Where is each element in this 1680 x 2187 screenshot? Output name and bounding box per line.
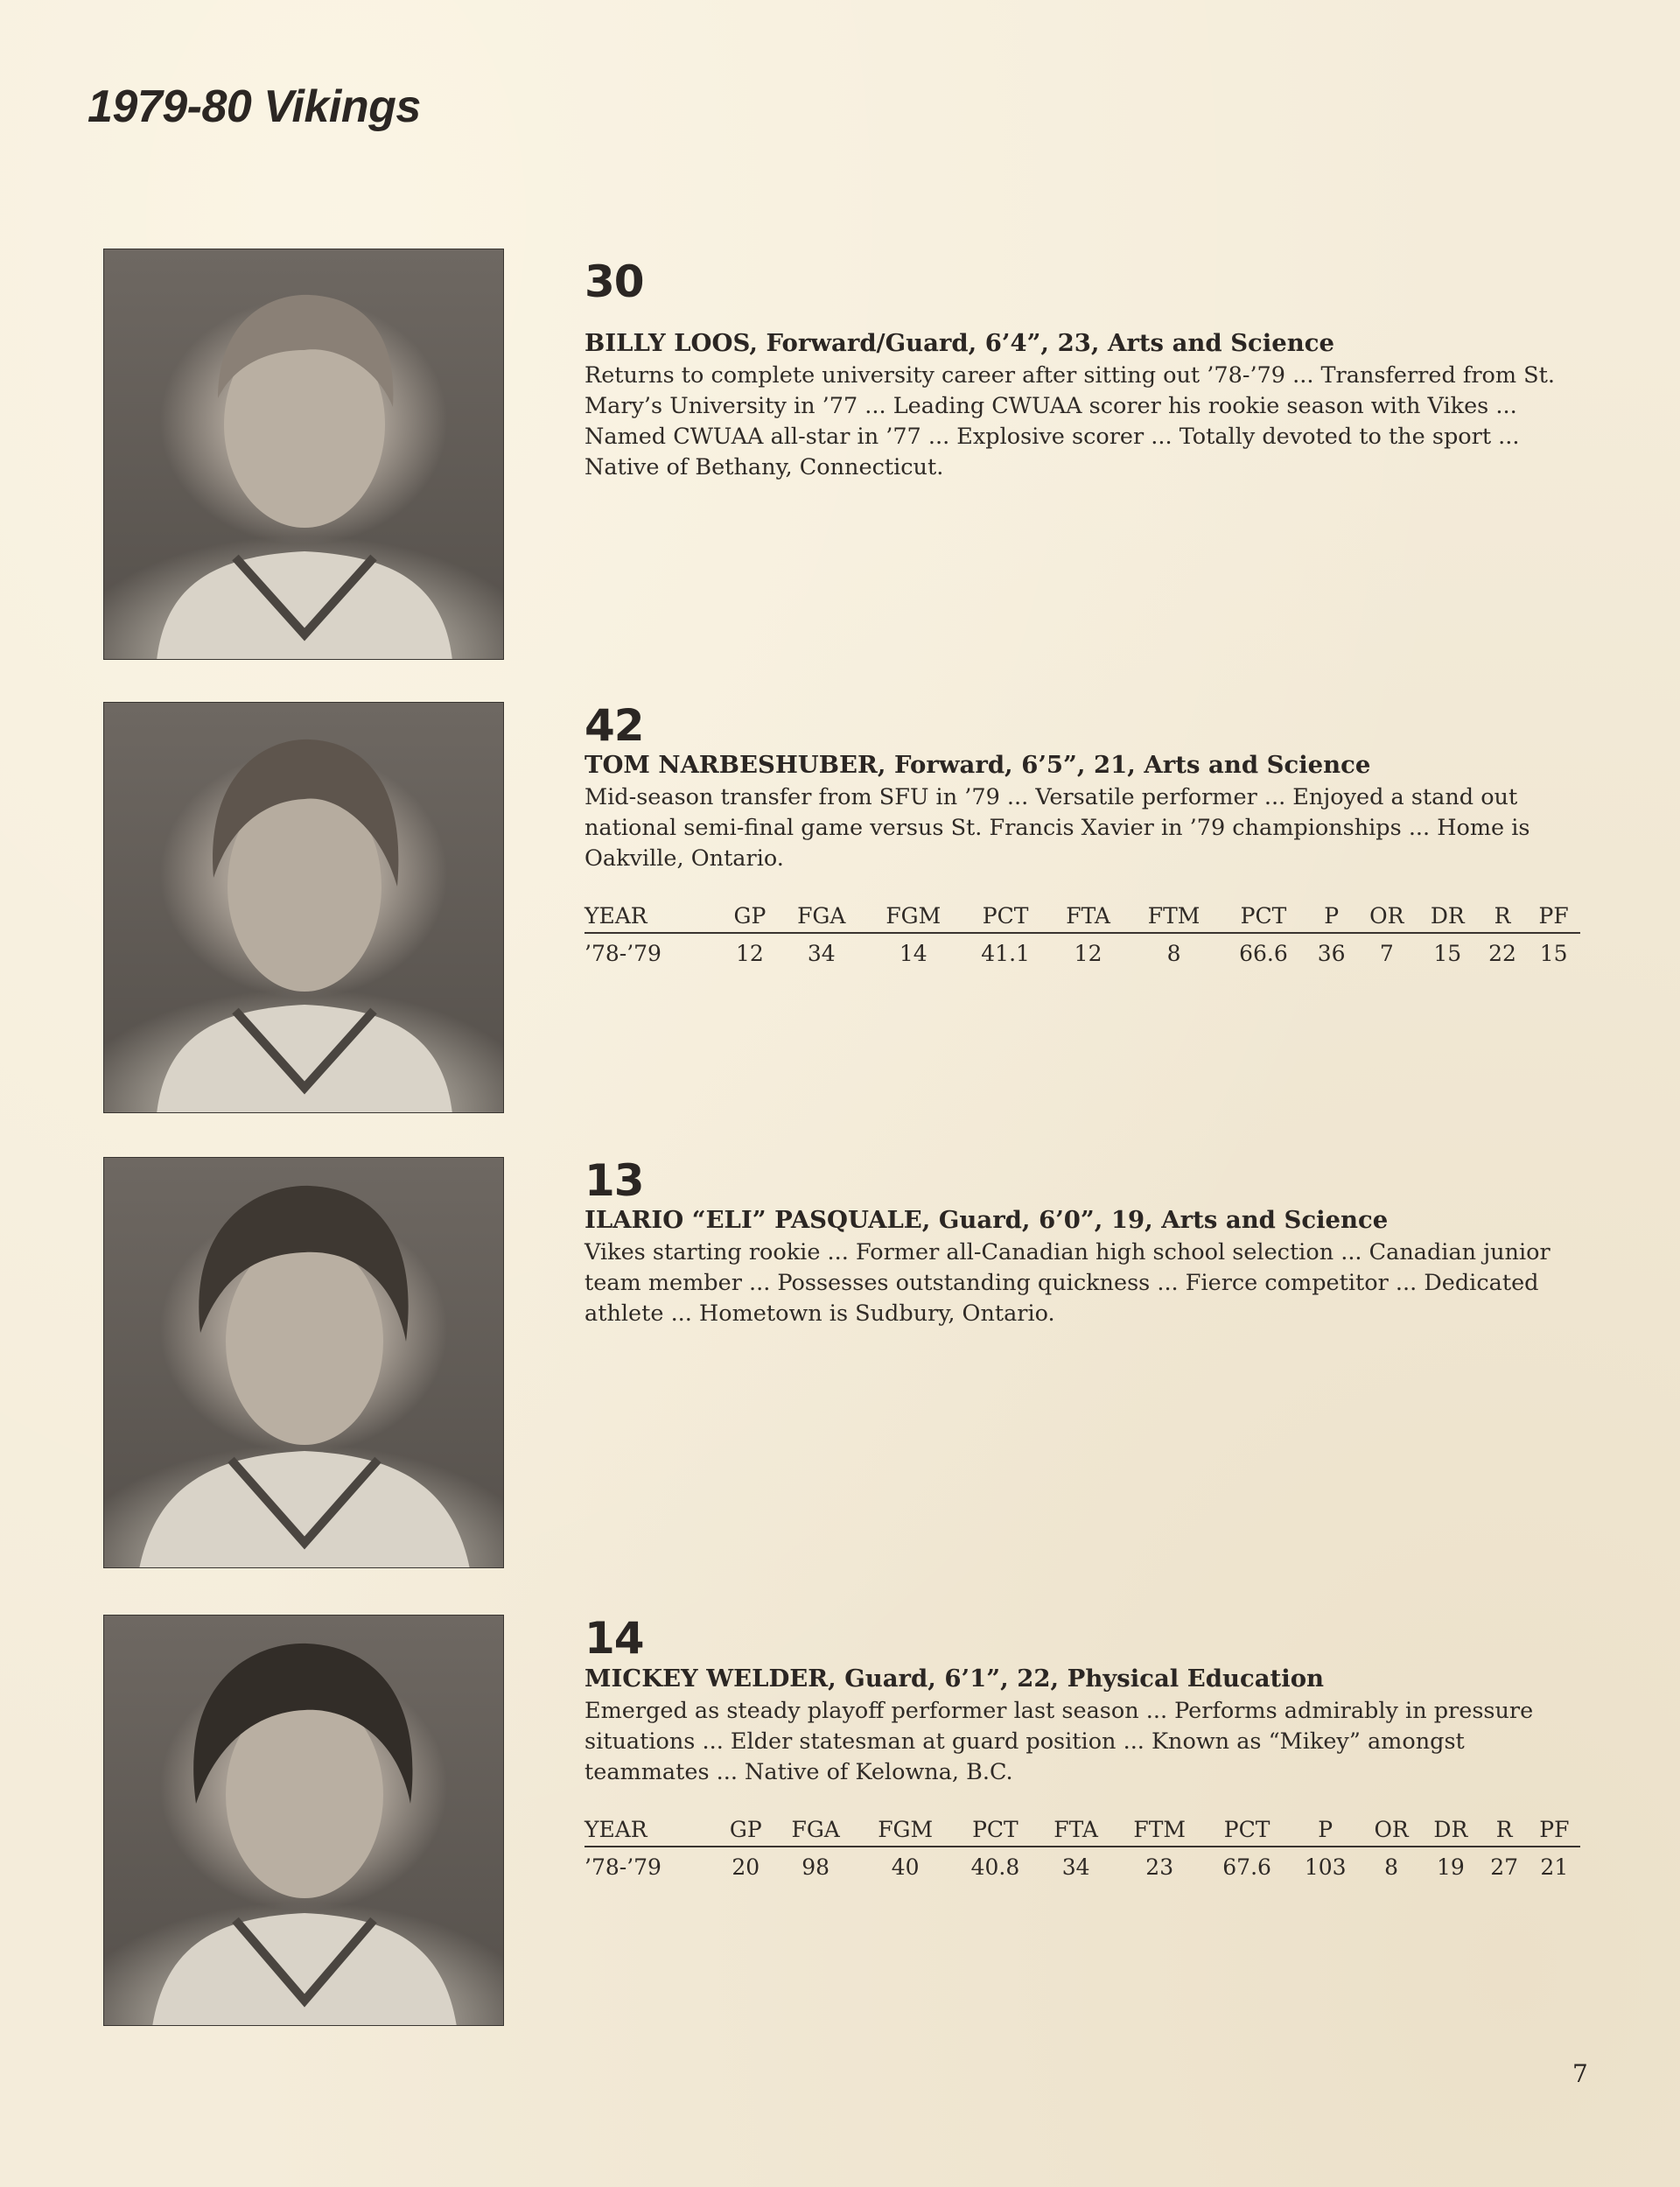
- jersey-number: 42: [584, 700, 644, 751]
- stats-header-fgm: FGM: [864, 903, 962, 933]
- stat-cell: 103: [1304, 1854, 1347, 1880]
- stat-cell: ’78-’79: [584, 1854, 662, 1880]
- player-bio: Vikes starting rookie ... Former all-Canadian high school selection ... Canadian junior team member ... Possesses outstanding quickness ... Fierce competitor ... Dedicated athlete ... Hometown is Sudbury, Ontario.: [584, 1239, 1550, 1327]
- stats-header-r: R: [1480, 1817, 1529, 1847]
- stat-cell: 15: [1433, 941, 1462, 966]
- stats-header-fta: FTA: [1038, 1817, 1115, 1847]
- stat-cell: 23: [1145, 1854, 1174, 1880]
- player-heading: ILARIO “ELI” PASQUALE, Guard, 6’0”, 19, Arts and Science: [584, 1206, 1389, 1234]
- player-heading: TOM NARBESHUBER, Forward, 6’5”, 21, Arts and Science: [584, 751, 1371, 779]
- stat-cell: 7: [1379, 941, 1394, 966]
- table-row: [584, 1847, 1580, 1880]
- player-portrait-graphic: [104, 249, 504, 660]
- stat-cell: 12: [1074, 941, 1102, 966]
- stats-header-dr: DR: [1418, 903, 1478, 933]
- stat-cell: 66.6: [1239, 941, 1288, 966]
- stats-header-p: P: [1289, 1817, 1362, 1847]
- stat-cell: 34: [1061, 1854, 1090, 1880]
- player-heading: BILLY LOOS, Forward/Guard, 6’4”, 23, Arts and Science: [584, 329, 1334, 357]
- player-photo: [103, 1615, 504, 2026]
- stats-header-or: OR: [1362, 1817, 1421, 1847]
- stats-header-dr: DR: [1421, 1817, 1480, 1847]
- player-portrait-graphic: [104, 1616, 504, 2026]
- stat-cell: 8: [1166, 941, 1181, 966]
- stats-header-or: OR: [1356, 903, 1418, 933]
- stats-header-ft-pct: PCT: [1221, 903, 1307, 933]
- stat-cell: 20: [732, 1854, 760, 1880]
- stats-header-row: [584, 903, 1580, 933]
- stat-cell: 19: [1436, 1854, 1465, 1880]
- stats-header-row: [584, 1817, 1580, 1847]
- stat-cell: 21: [1540, 1854, 1569, 1880]
- player-bio: Emerged as steady playoff performer last season ... Performs admirably in pressure situations ... Elder statesman at guard position ... Known as “Mikey” amongst teammates ... Native of Kelowna, B.C.: [584, 1698, 1534, 1785]
- jersey-number: 14: [584, 1613, 644, 1664]
- stat-cell: 67.6: [1222, 1854, 1271, 1880]
- stats-header-gp: GP: [721, 903, 778, 933]
- page-number: 7: [1572, 2059, 1588, 2088]
- player-bio: Returns to complete university career after sitting out ’78-’79 ... Transferred from St. Mary’s University in ’77 ... Leading CWUAA scorer his rookie season with Vikes ... Named CWUAA all-star in ’77 ... Explosive scorer ... Totally devoted to the sport ... Native of Bethany, Connecticut.: [584, 362, 1555, 480]
- stats-header-year: YEAR: [584, 1817, 718, 1847]
- stat-cell: 40.8: [970, 1854, 1020, 1880]
- stat-cell: 12: [736, 941, 764, 966]
- stat-cell: 34: [807, 941, 836, 966]
- stats-header-year: YEAR: [584, 903, 721, 933]
- stat-cell: 40: [891, 1854, 920, 1880]
- jersey-number: 30: [584, 256, 644, 307]
- player-stats-table: [584, 903, 1580, 966]
- player-portrait-graphic: [104, 1158, 504, 1568]
- stat-cell: 8: [1384, 1854, 1399, 1880]
- table-row: [584, 933, 1580, 966]
- stat-cell: 98: [802, 1854, 830, 1880]
- stats-header-pf: PF: [1527, 903, 1580, 933]
- stats-header-fga: FGA: [779, 903, 864, 933]
- player-portrait-graphic: [104, 703, 504, 1113]
- stat-cell: 36: [1317, 941, 1346, 966]
- player-photo: [103, 249, 504, 660]
- jersey-number: 13: [584, 1155, 644, 1206]
- stats-header-ftm: FTM: [1115, 1817, 1205, 1847]
- stat-cell: 22: [1488, 941, 1516, 966]
- stat-cell: ’78-’79: [584, 941, 662, 966]
- stats-header-ftm: FTM: [1128, 903, 1221, 933]
- player-photo: [103, 702, 504, 1113]
- player-heading: MICKEY WELDER, Guard, 6’1”, 22, Physical Education: [584, 1665, 1325, 1693]
- player-stats-table: [584, 1817, 1580, 1880]
- stat-cell: 27: [1490, 1854, 1519, 1880]
- page-title: 1979-80 Vikings: [88, 81, 421, 132]
- stat-cell: 14: [899, 941, 928, 966]
- player-bio: Mid-season transfer from SFU in ’79 ... Versatile performer ... Enjoyed a stand out national semi-final game versus St. Francis Xavier in ’79 championships ... Home is Oakville, Ontario.: [584, 784, 1530, 872]
- stat-cell: 41.1: [981, 941, 1030, 966]
- stats-header-fg-pct: PCT: [962, 903, 1049, 933]
- stats-header-ft-pct: PCT: [1205, 1817, 1289, 1847]
- player-photo: [103, 1157, 504, 1568]
- stats-header-fta: FTA: [1049, 903, 1128, 933]
- stats-header-fg-pct: PCT: [953, 1817, 1037, 1847]
- stats-header-gp: GP: [718, 1817, 774, 1847]
- stat-cell: 15: [1539, 941, 1568, 966]
- stats-header-r: R: [1478, 903, 1528, 933]
- stats-header-pf: PF: [1529, 1817, 1580, 1847]
- stats-header-fgm: FGM: [858, 1817, 953, 1847]
- stats-header-p: P: [1306, 903, 1356, 933]
- stats-header-fga: FGA: [774, 1817, 858, 1847]
